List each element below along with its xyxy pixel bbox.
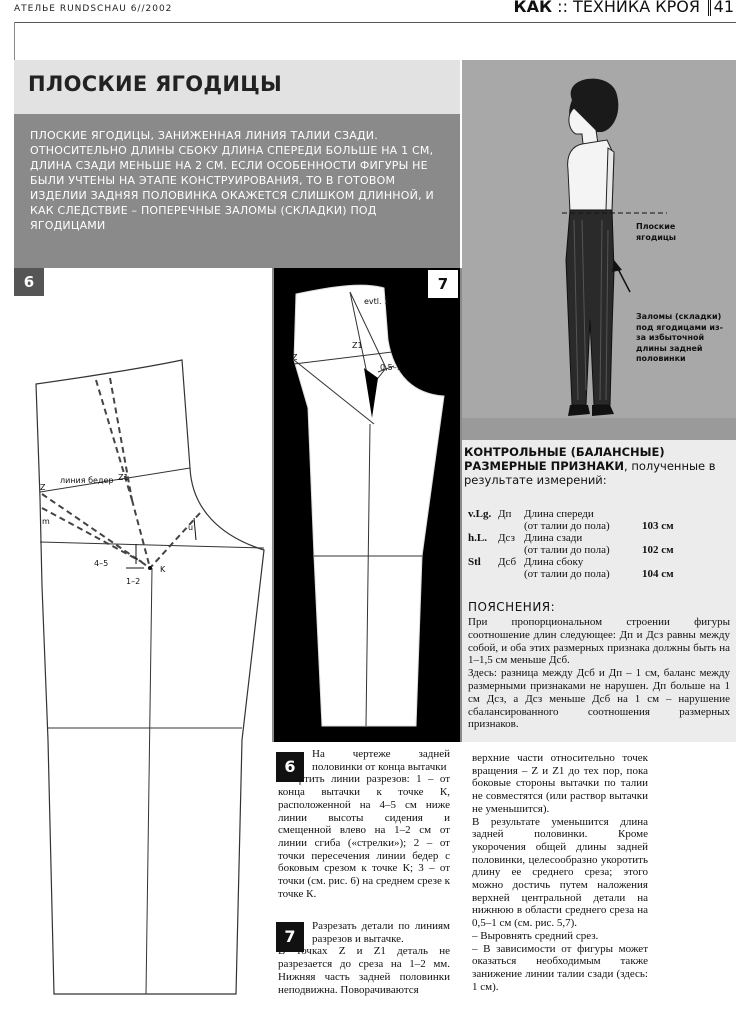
section-separator: :: <box>557 0 568 16</box>
measure-abbr: Дсб <box>498 556 517 568</box>
step-7-number: 7 <box>276 922 304 952</box>
label-z-fig7: Z <box>292 353 298 362</box>
label-evtl: evtl. 1 <box>364 297 390 306</box>
figure-photo <box>462 60 736 440</box>
woman-profile-illustration <box>462 60 736 440</box>
control-heading <box>464 445 734 487</box>
measure-value: 103 см <box>642 520 674 532</box>
continuation-paragraph: – Выровнять средний срез. <box>472 929 599 942</box>
explanations-paragraph: Здесь: разница между Дсб и Дп – 1 см, баланс между размерными признаками не нарушен. Дп больше на 1 см Дсз, а Дсз меньше Дсб на 1 см – нарушение сбалансированного соотношения размерных признаков. <box>468 667 730 731</box>
section-label <box>514 0 700 16</box>
label-four-five: 4–5 <box>94 559 109 568</box>
step-6-lead: На чертеже задней половинки от конца вытачки <box>312 748 450 773</box>
measurements-table <box>468 508 730 580</box>
page-number: 41 <box>708 0 734 16</box>
measure-note: (от талии до пола) <box>524 520 610 532</box>
measure-note: (от талии до пола) <box>524 544 610 556</box>
measure-value: 102 см <box>642 544 674 556</box>
label-u: u <box>188 523 194 532</box>
intro-text: ПЛОСКИЕ ЯГОДИЦЫ, ЗАНИЖЕННАЯ ЛИНИЯ ТАЛИИ СЗАДИ. ОТНОСИТЕЛЬНО ДЛИНЫ СБОКУ ДЛИНА СПЕРЕДИ БОЛЬШЕ НА 1 СМ, ДЛИНА СЗАДИ МЕНЬШЕ НА 2 СМ. ЕСЛИ ОСОБЕННОСТИ ФИГУРЫ НЕ БЫЛИ УЧТЕНЫ НА ЭТАПЕ КОНСТРУИРОВАНИЯ, ТО В ГОТОВОМ ИЗДЕЛИИ ЗАДНЯЯ ПОЛОВИНКА ОКАЖЕТСЯ СЛИШКОМ ДЛИННОЙ, И КАК СЛЕДСТВИЕ – ПОПЕРЕЧНЫЕ ЗАЛОМЫ (СКЛАДКИ) ПОД ЯГОДИЦАМИ <box>30 129 434 232</box>
step-7-text <box>278 920 450 996</box>
explanations-text <box>468 616 730 731</box>
label-z1-fig7: Z1 <box>352 341 363 350</box>
label-one-two: 1–2 <box>126 577 141 586</box>
running-title: АТЕЛЬЕ RUNDSCHAU 6//2002 <box>14 4 173 14</box>
figure-7-panel <box>274 268 460 742</box>
measure-code: v.Lg. <box>468 508 492 520</box>
measure-value: 104 см <box>642 568 674 580</box>
measure-name: Длина сбоку <box>524 556 584 568</box>
section-name: ТЕХНИКА КРОЯ <box>573 0 700 16</box>
step-6-number: 6 <box>276 752 304 782</box>
explanations-title: ПОЯСНЕНИЯ: <box>468 600 556 614</box>
measurement-row <box>468 556 730 580</box>
continuation-paragraph: В результате уменьшится длина задней половинки. Кроме укорочения общей длины задней половинки, целесообразно укоротить длину ее среднего среза; этого можно достичь путем наложения верхней центральной детали на нижнюю в области среднего среза на 0,5–1 см (см. рис. 5,7). <box>472 815 648 930</box>
measure-code: h.L. <box>468 532 487 544</box>
trouser-rotated-pattern-drawing <box>274 268 460 742</box>
article-title: ПЛОСКИЕ ЯГОДИЦЫ <box>28 72 283 96</box>
label-k: K <box>160 565 166 574</box>
measure-code: Stl <box>468 556 481 568</box>
measure-name: Длина спереди <box>524 508 594 520</box>
continuation-paragraph: – В зависимости от фигуры может оказаться необходимым также занижение линии талии сзади (здесь: 1 см). <box>472 942 648 993</box>
continuation-column <box>472 752 648 993</box>
caption-folds: Заломы (складки) под ягодицами из-за избыточной длины задней половинки <box>636 312 723 363</box>
measure-name: Длина сзади <box>524 532 583 544</box>
control-heading-bold: КОНТРОЛЬНЫЕ (БАЛАНСНЫЕ) РАЗМЕРНЫЕ ПРИЗНАКИ <box>464 445 665 473</box>
control-heading-rest: , полученные в результате измерений: <box>464 459 716 487</box>
measurement-row <box>468 508 730 532</box>
caption-flat-buttocks: Плоские ягодицы <box>636 222 677 242</box>
measurement-row <box>468 532 730 556</box>
label-z1: Z1 <box>118 473 129 482</box>
measure-abbr: Дсз <box>498 532 516 544</box>
figure-6-number: 6 <box>14 268 44 296</box>
header-rule <box>14 22 736 23</box>
label-hip-line: линия бедер <box>60 476 114 485</box>
figure-7-number: 7 <box>428 270 458 298</box>
label-z: Z <box>40 483 46 492</box>
back-trouser-pattern-drawing <box>14 268 272 1010</box>
step-6-body: начертить линии разрезов: 1 – от конца вытачки к точке К, расположенной на 4–5 см ниже линии высоты сидения и смещенной влево на 1–2 см от линии сгиба («стрелки»); 2 – от точки пересечения линии бедер с боковым срезом к точке К; 3 – от точки (см. рис. 6) на среднем срезе к точке К. <box>278 773 450 900</box>
step-7-lead: Разрезать детали по линиям разрезов и вытачке. <box>312 920 450 945</box>
label-m: m <box>42 517 50 526</box>
label-half-one: 0,5–1 <box>380 363 402 372</box>
explanations-paragraph: При пропорциональном строении фигуры соотношение длин следующее: Дп и Дсз равны между собой, и оба этих размерных признака должны быть на 1–1,5 см меньше Дсб. <box>468 616 730 667</box>
step-7-body: В точках Z и Z1 деталь не разрезается до среза на 1–2 мм. Нижняя часть задней половинки неподвижна. Поворачиваются <box>278 945 450 996</box>
figure-6-panel <box>14 268 272 1010</box>
step-6-text <box>278 748 450 900</box>
measure-abbr: Дп <box>498 508 512 520</box>
section-kak: КАК <box>513 0 553 16</box>
measure-note: (от талии до пола) <box>524 568 610 580</box>
continuation-paragraph: верхние части относительно точек вращения – Z и Z1 до тех пор, пока боковые стороны вытачки по талии не совместятся (или раствор вытачки не уменьшится). <box>472 752 648 815</box>
